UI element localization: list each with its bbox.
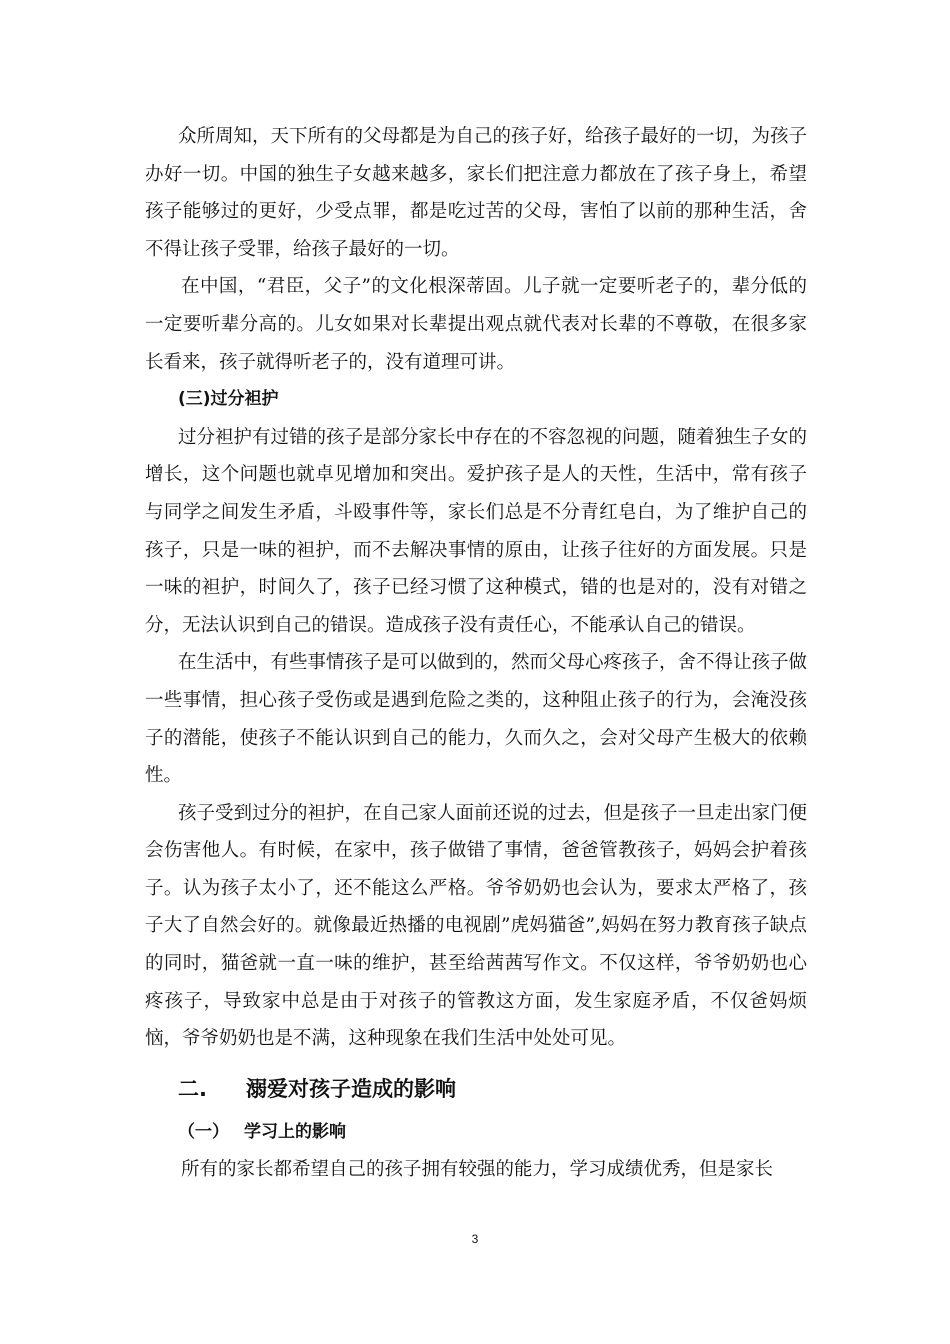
chapter-title: 溺爱对孩子造成的影响 (246, 1076, 456, 1101)
section-heading-3: (三)过分袒护 (178, 389, 279, 410)
subsection-title: 学习上的影响 (244, 1121, 346, 1142)
page-number: 3 (471, 1232, 479, 1246)
chapter-heading (145, 1072, 807, 1106)
paragraph-3: 过分袒护有过错的孩子是部分家长中存在的不容忽视的问题，随着独生子女的增长，这个问题也就卓见增加和突出。爱护孩子是人的天性，生活中，常有孩子与同学之间发生矛盾，斗殴事件等，家长们总是不分青红皂白，为了维护自己的孩子，只是一味的袒护，而不去解决事情的原由，让孩子往好的方面发展。只是一味的袒护，时间久了，孩子已经习惯了这种模式，错的也是对的，没有对错之分，无法认识到自己的错误。造成孩子没有责任心，不能承认自己的错误。 (145, 426, 808, 636)
paragraph-1: 众所周知，天下所有的父母都是为自己的孩子好，给孩子最好的一切，为孩子办好一切。中国的独生子女越来越多，家长们把注意力都放在了孩子身上，希望孩子能够过的更好，少受点罪，都是吃过苦的父母，害怕了以前的那种生活，舍不得让孩子受罪，给孩子最好的一切。 (145, 126, 808, 260)
paragraph-5: 孩子受到过分的袒护，在自己家人面前还说的过去，但是孩子一旦走出家门便会伤害他人。有时候，在家中，孩子做错了事情，爸爸管教孩子，妈妈会护着孩子。认为孩子太小了，还不能这么严格。爷爷奶奶也会认为，要求太严格了，孩子大了自然会好的。就像最近热播的电视剧”虎妈猫爸”,妈妈在努力教育孩子缺点的同时，猫爸就一直一味的维护，甚至给茜茜写作文。不仅这样，爷爷奶奶也心疼孩子，导致家中总是由于对孩子的管教这方面，发生家庭矛盾，不仅爸妈烦恼，爷爷奶奶也是不满，这种现象在我们生活中处处可见。 (145, 802, 808, 1050)
chapter-number: 二. (178, 1076, 207, 1101)
paragraph-4: 在生活中，有些事情孩子是可以做到的，然而父母心疼孩子，舍不得让孩子做一些事情，担心孩子受伤或是遇到危险之类的，这种阻止孩子的行为，会淹没孩子的潜能，使孩子不能认识到自己的能力，久而久之，会对父母产生极大的依赖性。 (145, 652, 808, 787)
subsection-number: （一） (178, 1121, 229, 1142)
document-body (145, 118, 807, 1189)
paragraph-6: 所有的家长都希望自己的孩子拥有较强的能力，学习成绩优秀，但是家长 (181, 1159, 774, 1181)
subsection-heading-1 (145, 1114, 807, 1152)
paragraph-2: 在中国，“君臣，父子”的文化根深蒂固。儿子就一定要听老子的，辈分低的一定要听辈分高的。儿女如果对长辈提出观点就代表对长辈的不尊敬，在很多家长看来，孩子就得听老子的，没有道理可讲。 (145, 276, 807, 373)
